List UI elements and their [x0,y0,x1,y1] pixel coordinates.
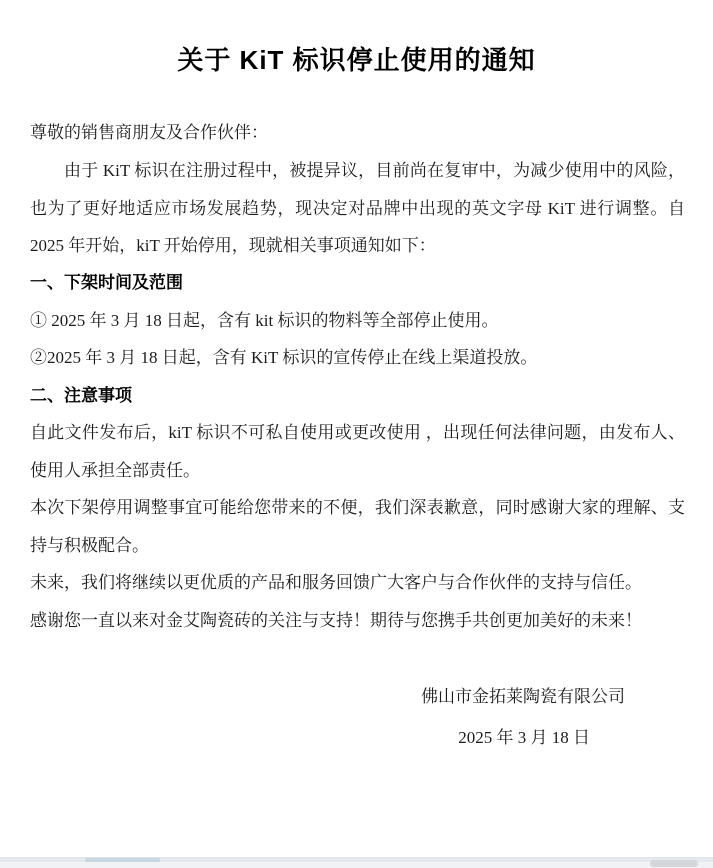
section-1-item-1: ① 2025 年 3 月 18 日起，含有 kit 标识的物料等全部停止使用。 [30,311,499,330]
document-title: 关于 KiT 标识停止使用的通知 [177,45,536,75]
section-1-heading: 一、下架时间及范围 [30,273,183,292]
horizontal-scrollbar[interactable] [0,857,713,868]
section-2-paragraph-2: 本次下架停用调整事宜可能给您带来的不便，我们深表歉意，同时感谢大家的理解、支持与积极配合。 [30,498,685,555]
intro-paragraph: 由于 KiT 标识在注册过程中，被提异议，目前尚在复审中，为减少使用中的风险，也为了更好地适应市场发展趋势，现决定对品牌中出现的英文字母 KiT 进行调整。自 2025 年开始，kiT 开始停用，现就相关事项通知如下： [30,161,685,255]
section-2-paragraph-1: 自此文件发布后，kiT 标识不可私自使用或更改使用 ，出现任何法律问题，由发布人、使用人承担全部责任。 [30,423,685,480]
signature-company: 佛山市金拓莱陶瓷有限公司 [421,687,625,706]
signature-date: 2025 年 3 月 18 日 [458,728,590,747]
section-2-paragraph-3: 未来，我们将继续以更优质的产品和服务回馈广大客户与合作伙伴的支持与信任。 [30,573,642,592]
section-1-item-2: ②2025 年 3 月 18 日起，含有 KiT 标识的宣传停止在线上渠道投放。 [30,348,538,367]
section-2-paragraph-4: 感谢您一直以来对金艾陶瓷砖的关注与支持！期待与您携手共创更加美好的未来！ [30,611,642,630]
salutation: 尊敬的销售商朋友及合作伙伴： [30,123,268,142]
scrollbar-corner[interactable] [650,860,698,867]
scrollbar-thumb[interactable] [85,858,160,862]
section-2-heading: 二、注意事项 [30,386,132,405]
